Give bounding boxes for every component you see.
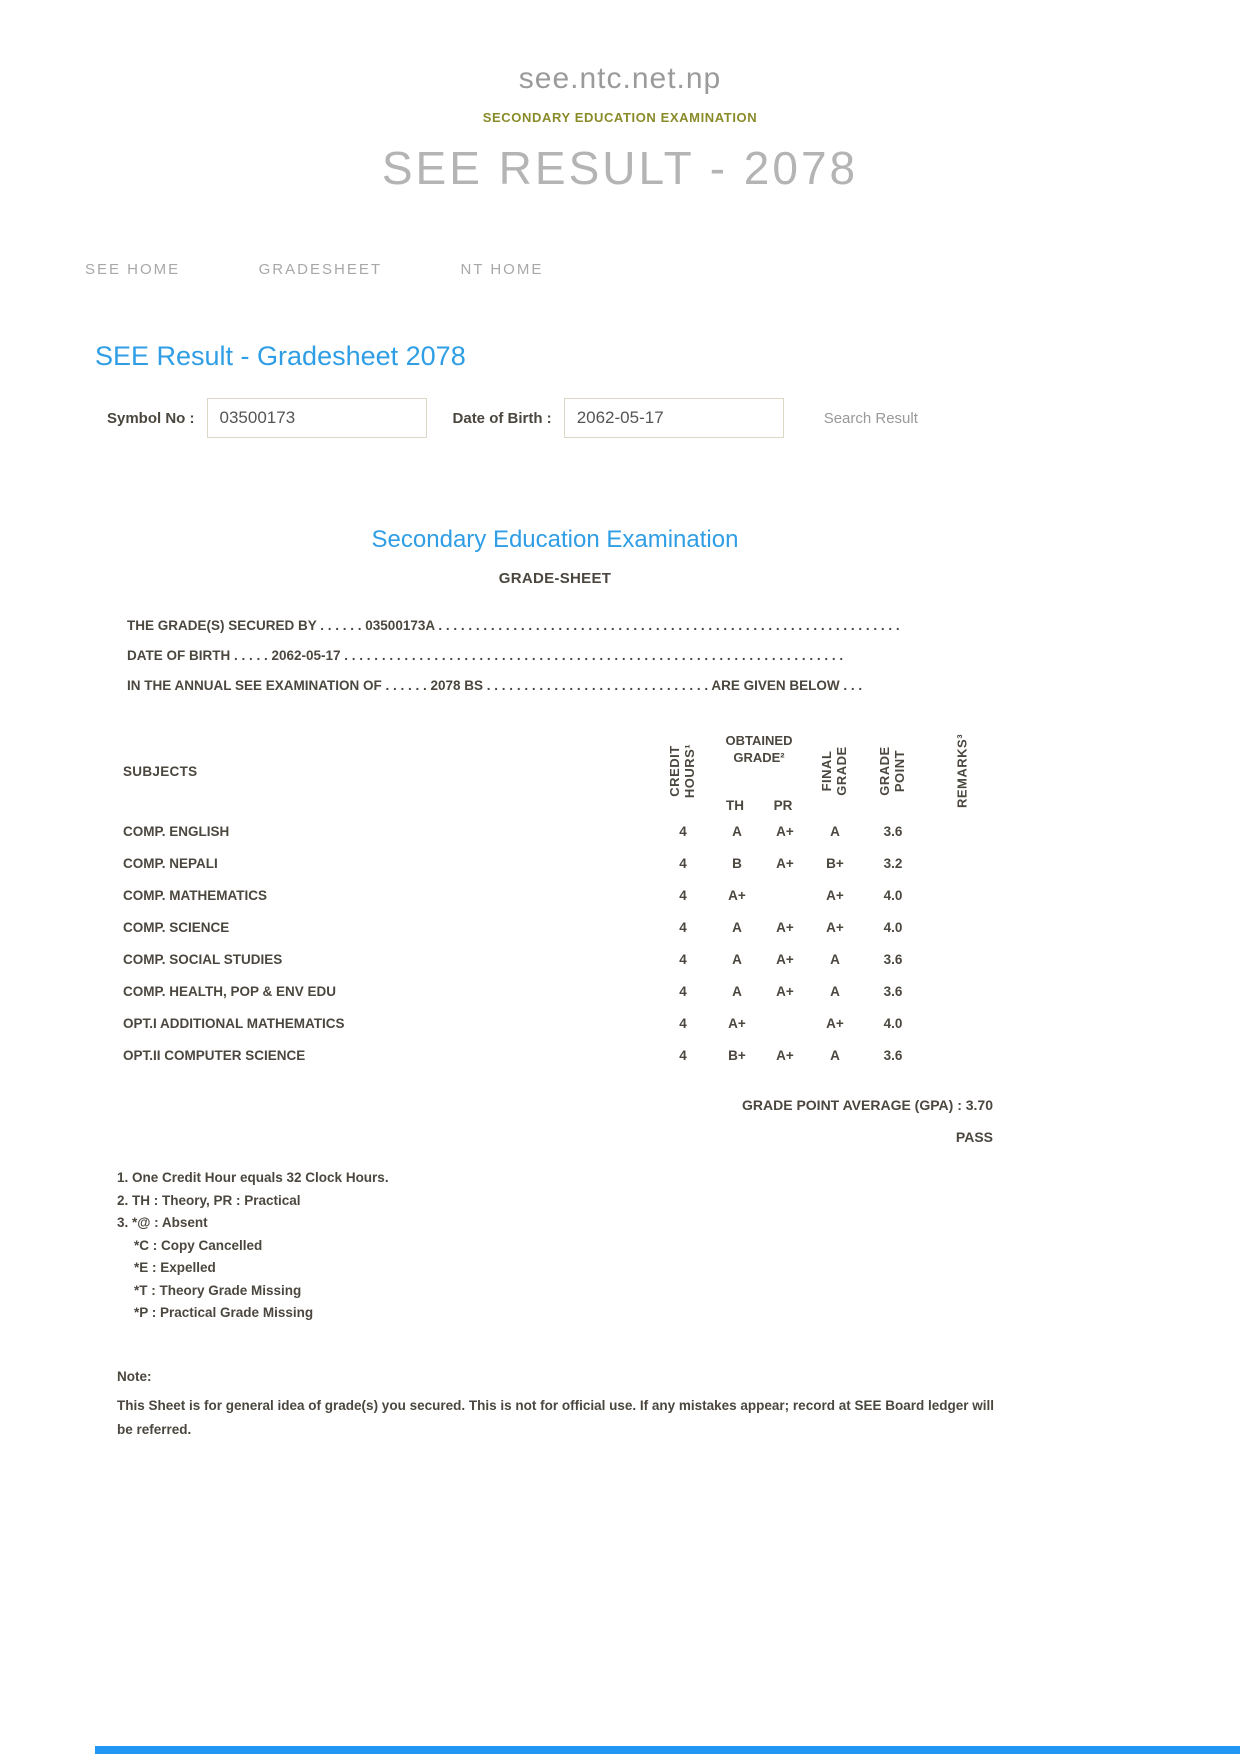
date-of-birth-label: Date of Birth :: [452, 409, 552, 427]
site-header: [0, 0, 1240, 195]
grade-table-header: [95, 727, 1015, 815]
footnote: 2. TH : Theory, PR : Practical: [117, 1192, 301, 1208]
table-row: COMP. SOCIAL STUDIES 4 A A+ A 3.6: [95, 943, 1015, 975]
date-of-birth-input[interactable]: [564, 398, 784, 438]
final-grade-column-header: FINAL GRADE: [819, 746, 849, 796]
table-row: OPT.I ADDITIONAL MATHEMATICS 4 A+ A+ 4.0: [95, 1007, 1015, 1039]
search-form: [107, 398, 1240, 438]
subject-cell: COMP. ENGLISH: [123, 823, 230, 839]
subject-cell: OPT.II COMPUTER SCIENCE: [123, 1047, 306, 1063]
nav-link-gradesheet[interactable]: GRADESHEET: [258, 261, 382, 278]
gpa-line: GRADE POINT AVERAGE (GPA) : 3.70: [742, 1097, 993, 1113]
obtained-grade-column-header: OBTAINED GRADE² TH PR: [711, 727, 807, 815]
subject-cell: COMP. MATHEMATICS: [123, 887, 267, 903]
credit-hours-column-header: CREDIT HOURS¹: [667, 743, 697, 799]
subject-cell: COMP. SOCIAL STUDIES: [123, 951, 283, 967]
date-of-birth-line: DATE OF BIRTH . . . . . 2062-05-17 . . . . . . . . . . . . . . . . . . . . . . . . . . . . . . . . . . . . . . . . . . . . . . . . . . . . . . . . . . . . . . . . . . .: [127, 648, 844, 663]
subject-cell: COMP. HEALTH, POP & ENV EDU: [123, 983, 337, 999]
page-title: SEE RESULT - 2078: [381, 142, 859, 194]
th-column-header: TH: [726, 798, 744, 813]
table-row: COMP. MATHEMATICS 4 A+ A+ 4.0: [95, 879, 1015, 911]
top-nav: [85, 261, 1240, 279]
table-row: COMP. HEALTH, POP & ENV EDU 4 A A+ A 3.6: [95, 975, 1015, 1007]
table-row: OPT.II COMPUTER SCIENCE 4 B+ A+ A 3.6: [95, 1039, 1015, 1071]
examination-year-line: IN THE ANNUAL SEE EXAMINATION OF . . . . . . 2078 BS . . . . . . . . . . . . . . . . . . . . . . . . . . . . . . ARE GIVEN BELOW . . .: [127, 678, 863, 693]
note-label: Note:: [117, 1368, 152, 1384]
result-status: PASS: [955, 1129, 993, 1145]
gradesheet: [95, 526, 1015, 1145]
table-row: COMP. NEPALI 4 B A+ B+ 3.2: [95, 847, 1015, 879]
bottom-accent-bar: [95, 1746, 1240, 1754]
grades-secured-line: THE GRADE(S) SECURED BY . . . . . . 03500173A . . . . . . . . . . . . . . . . . . . . . . . . . . . . . . . . . . . . . . . . . . . . . . . . . . . . . . . . . . . . . .: [127, 618, 900, 633]
footnote: *C : Copy Cancelled: [134, 1237, 263, 1253]
nav-link-see-home[interactable]: SEE HOME: [85, 261, 181, 278]
sheet-heading: Secondary Education Examination: [371, 526, 739, 553]
footnote: 3. *@ : Absent: [117, 1215, 208, 1230]
footnote: *E : Expelled: [134, 1260, 216, 1275]
symbol-no-input[interactable]: [207, 398, 427, 438]
nav-link-nt-home[interactable]: NT HOME: [460, 261, 544, 278]
table-row: COMP. ENGLISH 4 A A+ A 3.6: [95, 815, 1015, 847]
remarks-column-header: REMARKS³: [954, 733, 970, 809]
symbol-no-label: Symbol No :: [107, 409, 195, 427]
grade-table: [95, 727, 1015, 1145]
grade-point-column-header: GRADE POINT: [877, 746, 907, 796]
footnotes: [117, 1167, 1240, 1325]
footnote: *P : Practical Grade Missing: [134, 1305, 314, 1320]
search-result-button[interactable]: Search Result: [823, 409, 918, 427]
subject-cell: COMP. NEPALI: [123, 855, 218, 871]
sheet-subheading: GRADE-SHEET: [498, 570, 612, 587]
table-row: COMP. SCIENCE 4 A A+ A+ 4.0: [95, 911, 1015, 943]
exam-subtitle: SECONDARY EDUCATION EXAMINATION: [482, 110, 758, 125]
subject-cell: OPT.I ADDITIONAL MATHEMATICS: [123, 1015, 345, 1031]
section-heading: SEE Result - Gradesheet 2078: [95, 341, 466, 371]
footnote: 1. One Credit Hour equals 32 Clock Hours.: [117, 1170, 389, 1185]
intro-lines: [127, 611, 1015, 701]
note-block: [117, 1369, 997, 1442]
note-body: This Sheet is for general idea of grade(s) you secured. This is not for official use. If any mistakes appear; record at SEE Board ledger will be referred.: [117, 1397, 994, 1437]
pr-column-header: PR: [773, 798, 793, 813]
subject-cell: COMP. SCIENCE: [123, 919, 230, 935]
subjects-column-header: SUBJECTS: [123, 763, 198, 779]
site-title: see.ntc.net.np: [518, 62, 722, 95]
footnote: *T : Theory Grade Missing: [134, 1282, 302, 1298]
